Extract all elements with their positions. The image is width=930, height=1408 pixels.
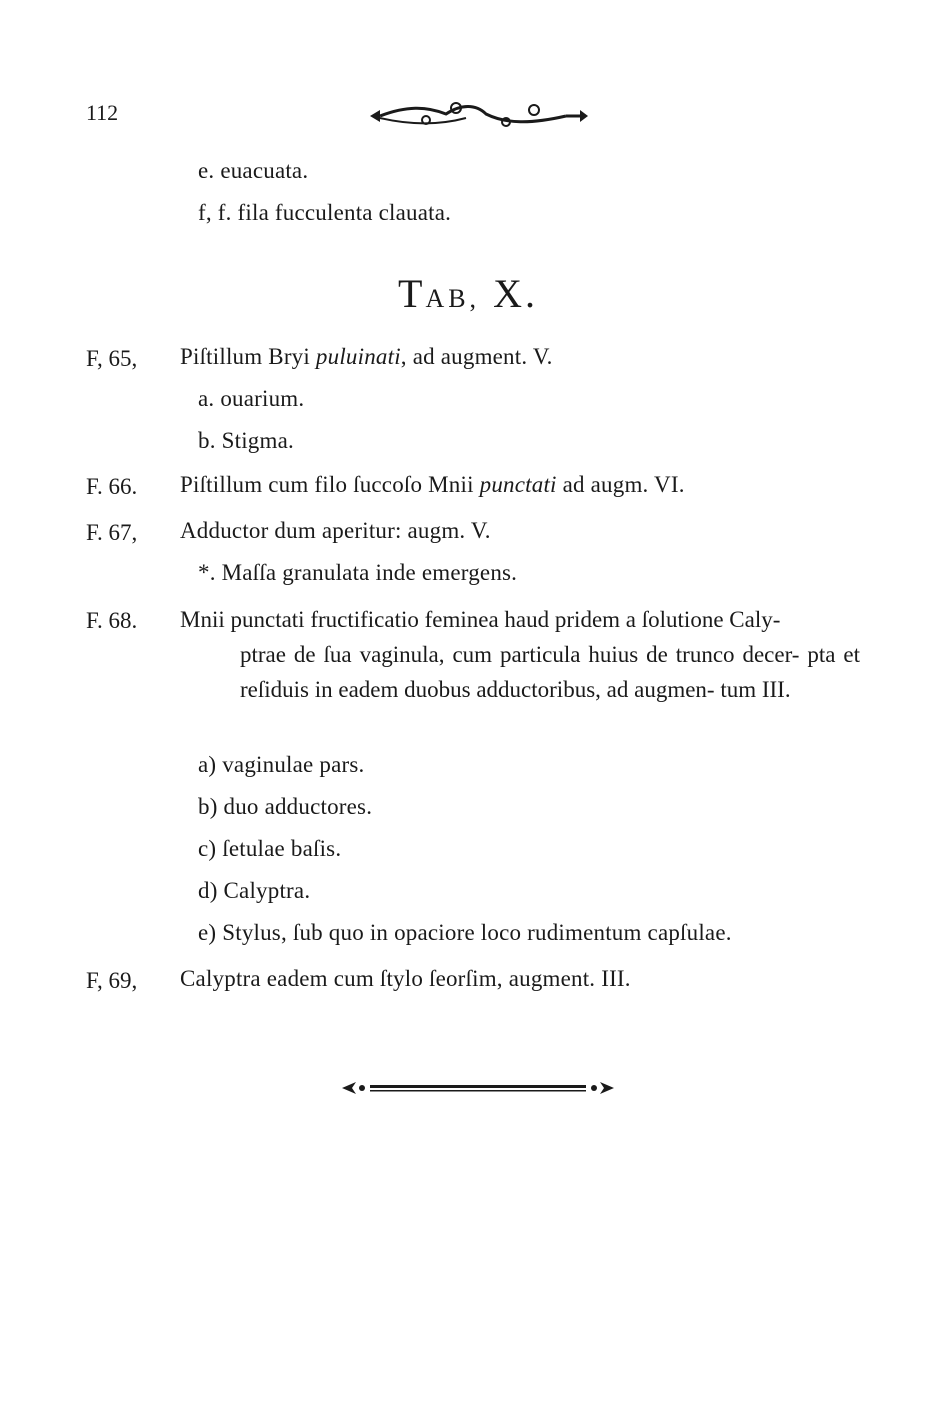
figure-caption [180, 344, 553, 370]
item-text: Stigma. [221, 428, 294, 453]
item-text: Calyptra. [223, 878, 311, 903]
list-item [198, 794, 372, 820]
title-roman: X. [493, 271, 538, 316]
list-item [198, 560, 517, 586]
item-text: vaginulae pars. [222, 752, 365, 777]
figure-label: F. 67, [86, 520, 138, 545]
plate-title [398, 270, 538, 317]
title-small: AB, [425, 284, 481, 313]
caption-italic: punctati [479, 472, 557, 497]
pre-item-f [198, 200, 451, 226]
item-key: e. [198, 158, 215, 183]
caption-after: ad augm. VI. [556, 472, 685, 497]
item-text: Maſſa granulata inde emergens. [221, 560, 518, 585]
caption-italic: puluinati [315, 344, 401, 369]
item-text: ſetulae baſis. [222, 836, 342, 861]
figure-label: F, 69, [86, 968, 138, 993]
figure-label: F. 66. [86, 474, 138, 499]
page-number: 112 [86, 100, 119, 125]
list-item [198, 428, 294, 454]
item-key: e) [198, 920, 217, 945]
item-key: b. [198, 428, 216, 453]
list-item [198, 386, 304, 412]
caption-text: Piſtillum Bryi [180, 344, 310, 369]
footer-ornament [338, 1076, 618, 1105]
list-item [198, 752, 364, 778]
item-key: c) [198, 836, 217, 861]
caption-after: , ad augment. V. [400, 344, 553, 369]
list-item [198, 878, 310, 904]
caption-text: Mnii punctati fructificatio feminea haud pridem a ſolutione Caly- [180, 607, 781, 632]
item-key: *. [198, 560, 216, 585]
list-item [198, 836, 341, 862]
item-text: ouarium. [220, 386, 305, 411]
caption-continuation: ptrae de ſua vaginula, cum particula huius de trunco decer- pta et reſiduis in eadem duobus adductoribus, ad augmen- tum III. [240, 642, 860, 702]
item-text: euacuata. [220, 158, 309, 183]
figure-caption [180, 472, 685, 498]
header-ornament [366, 98, 590, 139]
item-key: b) [198, 794, 218, 819]
caption-text: Piſtillum cum filo ſuccoſo Mnii [180, 472, 474, 497]
figure-label: F, 65, [86, 346, 138, 371]
item-key: a. [198, 386, 215, 411]
item-key: a) [198, 752, 217, 777]
figure-caption [180, 602, 860, 707]
item-text: duo adductores. [223, 794, 373, 819]
figure-caption: Calyptra eadem cum ſtylo ſeorſim, augment. III. [180, 966, 631, 991]
item-key: f, f. [198, 200, 232, 225]
pre-item-e [198, 158, 308, 184]
figure-caption: Adductor dum aperitur: augm. V. [180, 518, 491, 543]
item-text: fila fucculenta clauata. [237, 200, 452, 225]
item-key: d) [198, 878, 218, 903]
item-text: Stylus, ſub quo in opaciore loco rudimentum capſulae. [222, 920, 732, 945]
title-letter: T [398, 271, 426, 316]
figure-label: F. 68. [86, 608, 138, 633]
list-item [198, 920, 732, 946]
